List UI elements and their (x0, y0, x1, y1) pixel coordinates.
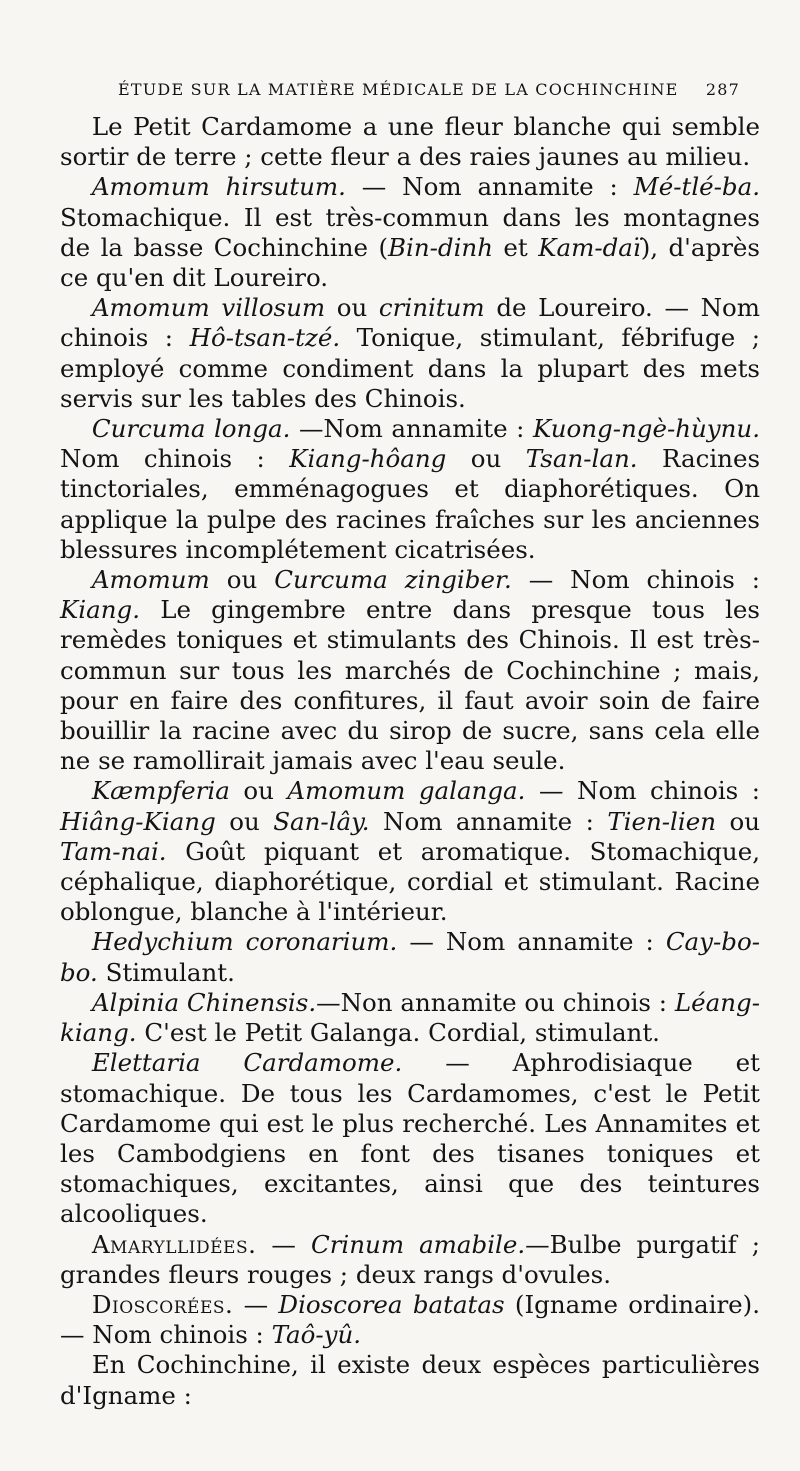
place-name: Bin-dinh (388, 232, 493, 262)
text-run: Goût piquant et aromatique. Stomachique, céphalique, diaphorétique, cordial et stimulant. Racine oblongue, blanche à l'intérieur. (60, 836, 760, 927)
species-name: Hedychium coronarium. (91, 927, 398, 957)
species-name: Amomum galanga. (287, 776, 526, 806)
paragraph-curcuma-longa (60, 414, 760, 565)
chinese-name: Kiang-hôang (289, 444, 447, 474)
species-name: Amomum hirsutum. (91, 172, 346, 202)
paragraph-elettaria (60, 1048, 760, 1229)
text-run: — Nom chinois : (525, 776, 761, 806)
annamite-name: Kuong-ngè-hùynu. (532, 414, 760, 444)
text-run: ou (209, 565, 275, 595)
chinese-name: Kiang. (60, 595, 140, 625)
paragraph-igname (60, 1350, 760, 1410)
text-run: Tonique, stimulant, fébrifuge ; employé comme condiment dans la plupart des mets servis sur les tables des Chinois. (60, 323, 760, 413)
species-name: Curcuma longa. (91, 414, 291, 444)
text-run: — Nom chinois : (511, 565, 760, 595)
annamite-name: Cay-bo-bo. (60, 927, 760, 987)
text-run: ), d'après ce qu'en dit Loureiro. (60, 232, 760, 293)
running-title: ÉTUDE SUR LA MATIÈRE MÉDICALE DE LA COCHINCHINE (118, 80, 679, 99)
text-run: —Non annamite ou chinois : (316, 987, 675, 1017)
chinese-name: Taô-yû. (271, 1320, 362, 1350)
text-run: Stimulant. (97, 957, 235, 987)
chinese-name: San-lây. (273, 806, 370, 836)
annamite-name: Tam-nai. (60, 836, 167, 866)
species-name: Alpinia Chinensis. (91, 987, 317, 1017)
annamite-name: Tien-lien (607, 806, 716, 836)
paragraph-curcuma-zingiber (60, 565, 760, 776)
family-name: Amaryllidées. (91, 1229, 257, 1259)
text-run: ou (446, 444, 526, 474)
text-run: de Loureiro. — Nom chinois : (60, 293, 761, 353)
annamite-name: Mé-tlé-ba. (633, 172, 761, 202)
family-name: Dioscorées. (91, 1289, 234, 1319)
species-name: Kæmpferia (91, 776, 230, 806)
text-run: — (233, 1289, 279, 1319)
text-run: Nom chinois : (60, 444, 290, 474)
page-number: 287 (705, 80, 740, 99)
text-run: Nom annamite : (369, 806, 608, 836)
paragraph-hedychium (60, 927, 760, 987)
paragraph-petit-cardamome (60, 112, 760, 172)
text-run: —Bulbe purgatif ; grandes fleurs rouges ; deux rangs d'ovules. (60, 1229, 760, 1289)
species-name: Dioscorea batatas (278, 1289, 505, 1319)
chinese-name: Hô-tsan-tzé. (189, 323, 341, 353)
paragraph-amomum-hirsutum (60, 172, 760, 293)
text-run: — Aphrodisiaque et stomachique. De tous les Cardamomes, c'est le Petit Cardamome qui est le plus recherché. Les Annamites et les Cambodgiens en font des tisanes toniques et stomachiques, excitantes, ainsi que des teintures alcooliques. (60, 1048, 760, 1229)
running-header (118, 80, 740, 106)
text-run: ou (215, 806, 274, 836)
paragraph-dioscorees (60, 1290, 760, 1350)
species-name: Crinum amabile. (310, 1229, 526, 1259)
text-run: (Igname ordinaire).— Nom chinois : (60, 1289, 761, 1350)
species-name: Elettaria Cardamome. (91, 1048, 403, 1078)
species-name: Curcuma zingiber. (274, 565, 512, 595)
text-run: — (256, 1229, 311, 1259)
species-name: crinitum (378, 293, 485, 323)
chinese-name: Hiâng-Kiang (60, 806, 216, 836)
species-name: Amomum villosum (91, 293, 326, 323)
text-run: Le gingembre entre dans presque tous les remèdes toniques et stimulants des Chinois. Il est très-commun sur tous les marchés de Cochinchine ; mais, pour en faire des confitures, il faut avoir soin de faire bouillir la racine avec du sirop de sucre, sans cela elle ne se ramollirait jamais avec l'eau seule. (60, 595, 760, 776)
text-run: et (493, 232, 539, 262)
paragraph-kaempferia (60, 776, 760, 927)
annamite-name: Léang-kiang. (60, 987, 760, 1048)
text-run: ou (325, 293, 379, 323)
text-run: ou (716, 806, 761, 836)
text-run: ou (229, 776, 288, 806)
paragraph-text: Le Petit Cardamome a une fleur blanche qui semble sortir de terre ; cette fleur a des raies jaunes au milieu. (60, 112, 760, 172)
species-name: Amomum (91, 565, 210, 595)
text-run: —Nom annamite : (290, 414, 533, 444)
text-run: — Nom annamite : (345, 172, 634, 202)
text-run: C'est le Petit Galanga. Cordial, stimulant. (136, 1018, 660, 1048)
text-run: — Nom annamite : (397, 927, 666, 957)
paragraph-amomum-villosum (60, 293, 760, 414)
paragraph-alpinia (60, 988, 760, 1048)
text-run: Racines tinctoriales, emménagogues et diaphorétiques. On applique la pulpe des racines fraîches sur les anciennes blessures incomplétement cicatrisées. (60, 444, 761, 564)
place-name: Kam-daï (538, 232, 641, 262)
page-body (60, 112, 760, 1411)
chinese-name: Tsan-lan. (525, 444, 638, 474)
text-run: Stomachique. Il est très-commun dans les montagnes de la basse Cochinchine ( (60, 202, 760, 262)
paragraph-text: En Cochinchine, il existe deux espèces particulières d'Igname : (60, 1350, 760, 1410)
paragraph-amaryllidees (60, 1230, 760, 1290)
